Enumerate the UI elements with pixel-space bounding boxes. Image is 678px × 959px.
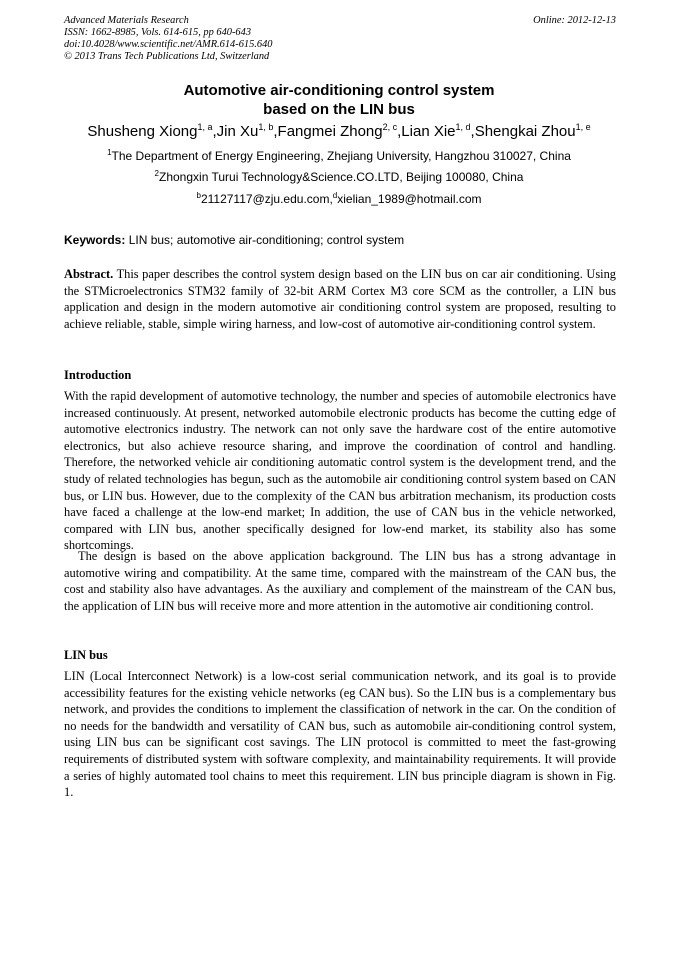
doi-line: doi:10.4028/www.scientific.net/AMR.614-615.640 <box>64 39 273 50</box>
online-date: Online: 2012-12-13 <box>533 15 616 26</box>
author-list <box>0 122 678 141</box>
author: Lian Xie$^{1, d}$, <box>401 122 475 140</box>
author: Shusheng Xiong$^{1, a}$, <box>87 122 217 140</box>
paper-title <box>0 81 678 119</box>
introduction-paragraph-2: The design is based on the above application background. The LIN bus has a strong advantage in automotive wiring and compatibility. At the same time, compared with the mainstream of the CAN bus, the cost and stability also have advantages. As the auxiliary and complement of the mainstream of the CAN bus, the application of LIN bus will receive more and more attention in the automotive air conditioning control. <box>64 549 616 613</box>
journal-header <box>64 15 616 63</box>
section-heading-introduction: Introduction <box>64 368 132 382</box>
author: Jin Xu$^{1, b}$, <box>216 122 278 140</box>
section-heading-lin-bus: LIN bus <box>64 648 108 662</box>
introduction-paragraph-1: With the rapid development of automotive technology, the number and species of automobile electronics have increased continuously. At present, networked automobile electronic products has become the cutting edge of automotive electronics industry. The network can not only save the hardware cost of the entire automotive electronics, but also achieve resource sharing, and improve the coordination of control and handling. Therefore, the networked vehicle air conditioning automatic control system is the development trend, and the study of related technologies has begun, such as the automobile air conditioning control system based on CAN bus, or LIN bus. However, due to the complexity of the CAN bus arbitration mechanism, its production costs have faced a challenge at the low-end market; In addition, the use of CAN bus in the vehicle networked, compared with LIN bus, another specifically designed for low-end market, its stability also has some shortcomings. <box>64 389 616 553</box>
affiliation-1: $^1$The Department of Energy Engineering, Zhejiang University, Hangzhou 310027, China <box>107 148 571 163</box>
keywords-label: Keywords: <box>64 233 126 247</box>
journal-name: Advanced Materials Research <box>64 15 189 26</box>
author: Shengkai Zhou$^{1, e}$ <box>474 122 591 140</box>
affiliation-2: $^2$Zhongxin Turui Technology&Science.CO.LTD, Beijing 100080, China <box>154 169 524 184</box>
keywords-text: LIN bus; automotive air-conditioning; control system <box>128 233 405 247</box>
author: Fangmei Zhong$^{2, c}$, <box>277 122 402 140</box>
keywords <box>64 233 616 248</box>
copyright-line: © 2013 Trans Tech Publications Ltd, Switzerland <box>64 51 270 62</box>
title-line-2: based on the LIN bus <box>263 101 415 118</box>
abstract-label: Abstract. <box>64 267 114 281</box>
title-line-1: Automotive air-conditioning control system <box>183 82 495 99</box>
abstract-text: This paper describes the control system design based on the LIN bus on car air conditioning. Using the STMicroelectronics STM32 family of 32-bit ARM Cortex M3 core SCM as the controller, a LIN bus application and design in the modern automotive air conditioning control system are proposed, resulting to achieve reliable, stable, simple wiring harness, and low-cost of automotive air-conditioning control system. <box>64 267 616 331</box>
issn-line: ISSN: 1662-8985, Vols. 614-615, pp 640-643 <box>64 27 252 38</box>
abstract <box>64 266 616 332</box>
lin-bus-paragraph: LIN (Local Interconnect Network) is a low-cost serial communication network, and its goal is to provide accessibility features for the existing vehicle networks (eg CAN bus). So the LIN bus is a complementary bus network, and provides the conditions to implement the classification of network in the car. On the condition of no needs for the bandwidth and versatility of CAN bus, such as automobile air-conditioning control system, using LIN bus can be significant cost savings. The LIN protocol is committed to meet the fast-growing requirements of distributed system with software complexity, and maintainability requirements. It will provide a series of highly automated tool chains to meet this requirement. LIN bus principle diagram is shown in Fig. 1. <box>64 669 616 800</box>
author-emails: $^b$21127117@zju.edu.com,$^d$xielian_1989@hotmail.com <box>196 191 482 206</box>
